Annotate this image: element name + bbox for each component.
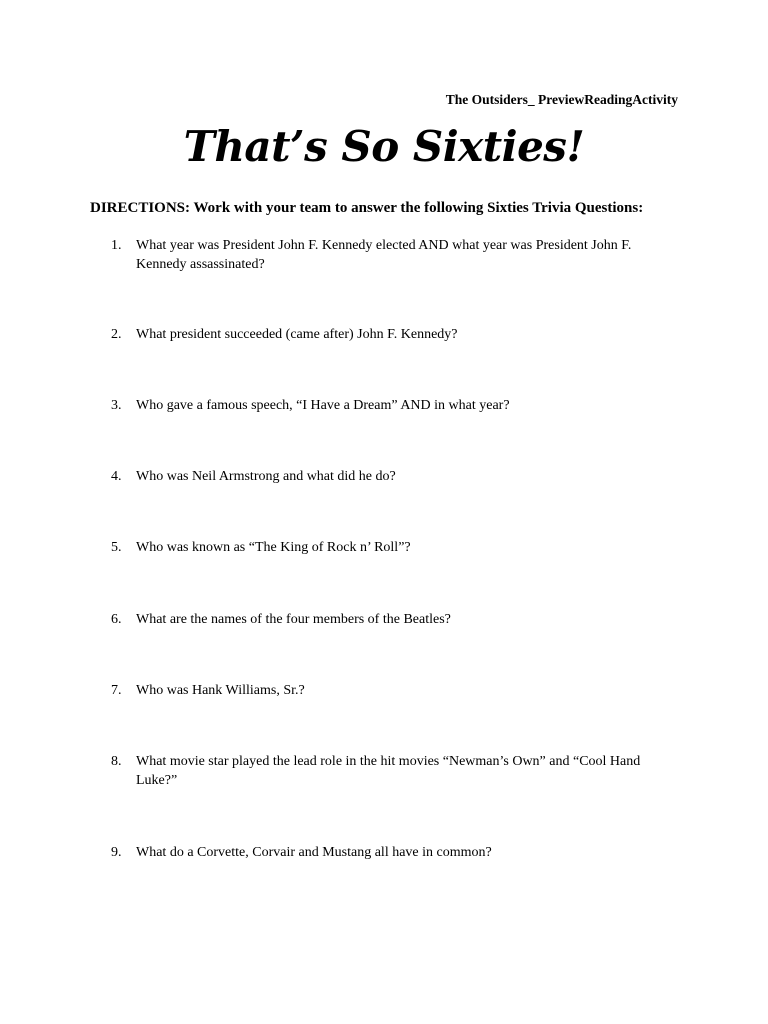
- question-text: What president succeeded (came after) John F. Kennedy?: [136, 327, 458, 342]
- question-number: 1.: [111, 238, 122, 253]
- document-header: The Outsiders_ PreviewReadingActivity: [445, 92, 678, 107]
- question-text: What are the names of the four members of the Beatles?: [136, 612, 451, 627]
- question-text: Who was Hank Williams, Sr.?: [136, 683, 305, 698]
- question-number: 7.: [111, 683, 122, 698]
- question-number: 3.: [111, 398, 122, 413]
- question-number: 9.: [111, 845, 122, 860]
- directions-text: DIRECTIONS: Work with your team to answer the following Sixties Trivia Questions:: [90, 200, 644, 216]
- question-number: 6.: [111, 612, 122, 627]
- question-text: Who gave a famous speech, “I Have a Dream” AND in what year?: [136, 398, 510, 413]
- question-number: 4.: [111, 469, 122, 484]
- question-number: 2.: [111, 327, 122, 342]
- question-text: Who was known as “The King of Rock n’ Roll”?: [136, 540, 411, 555]
- question-text: What year was President John F. Kennedy elected AND what year was President John F. Kennedy assassinated?: [136, 238, 632, 272]
- question-text: What do a Corvette, Corvair and Mustang all have in common?: [136, 845, 492, 860]
- question-text: What movie star played the lead role in the hit movies “Newman’s Own” and “Cool Hand Luke?”: [136, 754, 641, 788]
- question-number: 8.: [111, 754, 122, 769]
- question-number: 5.: [111, 540, 122, 555]
- question-text: Who was Neil Armstrong and what did he do?: [136, 469, 396, 484]
- page-title: That’s So Sixties!: [183, 122, 585, 171]
